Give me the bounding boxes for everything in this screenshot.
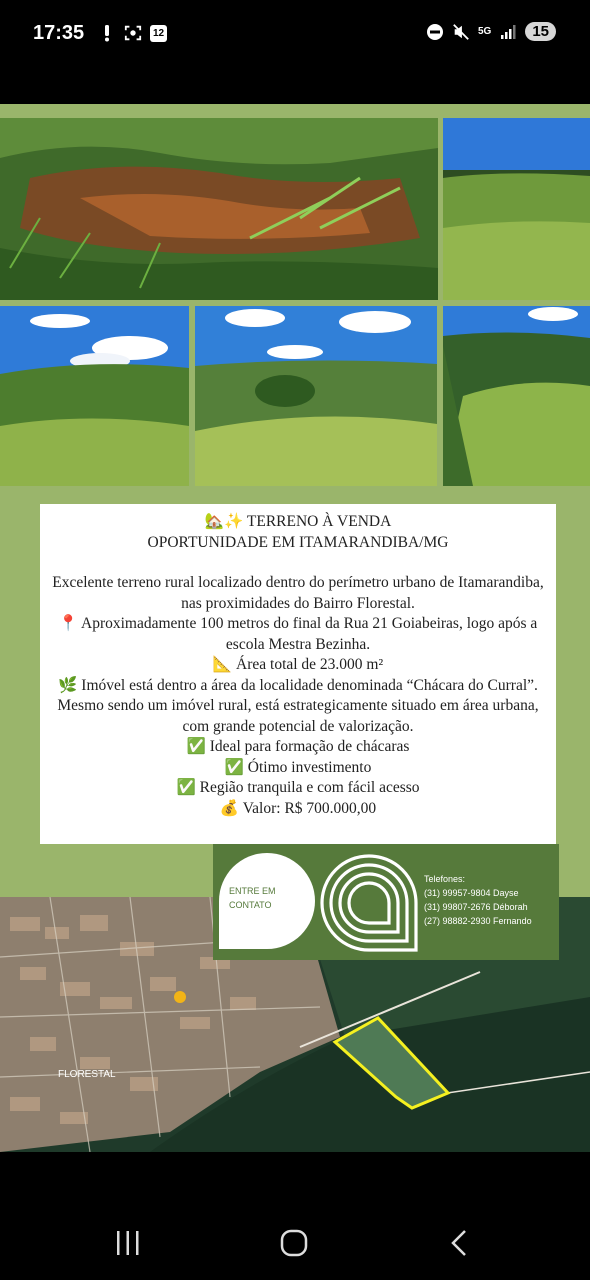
photo-landscape-3: [443, 306, 590, 486]
ad-price: 💰 Valor: R$ 700.000,00: [219, 799, 377, 817]
network-5g-icon: [478, 27, 491, 37]
status-bar: [0, 0, 590, 72]
map-label-florestal: FLORESTAL: [58, 1069, 116, 1080]
battery-icon: [525, 22, 556, 41]
screenshot-icon: [124, 24, 142, 42]
photo-stream: [0, 118, 438, 300]
home-button[interactable]: [264, 1220, 324, 1266]
navigation-bar: [0, 1200, 590, 1280]
alert-icon: [98, 24, 116, 42]
ad-paragraph-locality: 🌿 Imóvel está dentro a área da localidade denominada “Chácara do Curral”.: [58, 676, 538, 694]
ad-bullet-acesso: ✅ Região tranquila e com fácil acesso: [176, 779, 420, 796]
dnd-icon: [426, 23, 444, 41]
photo-landscape-1: [0, 306, 189, 486]
contact-cta-line1: ENTRE EM: [229, 886, 276, 896]
network-label: 5G: [477, 25, 492, 37]
photo-landscape-2: [195, 306, 437, 486]
phones-label: Telefones:: [424, 874, 466, 884]
ad-title-line2: OPORTUNIDADE EM ITAMARANDIBA/MG: [147, 533, 449, 551]
ad-description-card: [40, 504, 556, 844]
status-left-icons: [98, 24, 167, 42]
contact-cta: [229, 884, 289, 912]
calendar-day: 12: [152, 27, 165, 39]
agency-logo-icon: [319, 850, 419, 956]
ad-title-line1: 🏡✨ TERRENO À VENDA: [204, 513, 392, 530]
ad-bullet-chacaras: ✅ Ideal para formação de chácaras: [186, 738, 410, 755]
back-button[interactable]: [430, 1220, 490, 1266]
ad-paragraph-area: 📐 Área total de 23.000 m²: [212, 656, 384, 673]
calendar-icon: [150, 25, 167, 42]
mute-icon: [452, 23, 470, 41]
top-band: [0, 104, 590, 118]
phone-dayse: (31) 99957-9804 Dayse: [424, 888, 519, 898]
contact-cta-line2: CONTATO: [229, 900, 272, 910]
home-icon: [279, 1228, 309, 1258]
signal-icon: [499, 23, 517, 41]
ad-paragraph-location: Excelente terreno rural localizado dentro do perímetro urbano de Itamarandiba, nas proximidades do Bairro Florestal.: [52, 574, 544, 612]
recent-apps-button[interactable]: [98, 1220, 158, 1266]
recent-apps-icon: [114, 1230, 142, 1256]
ad-bullet-investimento: ✅ Ótimo investimento: [224, 758, 372, 776]
status-time: 17:35: [33, 22, 85, 44]
back-icon: [449, 1229, 471, 1257]
phone-deborah: (31) 99807-2676 Déborah: [424, 902, 528, 912]
status-right-icons: [426, 22, 556, 41]
image-viewer[interactable]: [0, 104, 590, 1152]
photo-hill-right: [443, 118, 590, 300]
phone-list: [424, 872, 532, 928]
ad-paragraph-distance: 📍 Aproximadamente 100 metros do final da Rua 21 Goiabeiras, logo após a escola Mestra Bezinha.: [58, 615, 538, 653]
battery-level: 15: [532, 23, 549, 40]
phone-fernando: (27) 98882-2930 Fernando: [424, 916, 532, 926]
contact-band: [213, 844, 559, 960]
ad-paragraph-urban: Mesmo sendo um imóvel rural, está estrategicamente situado em área urbana, com grande potencial de valorização.: [57, 697, 539, 735]
